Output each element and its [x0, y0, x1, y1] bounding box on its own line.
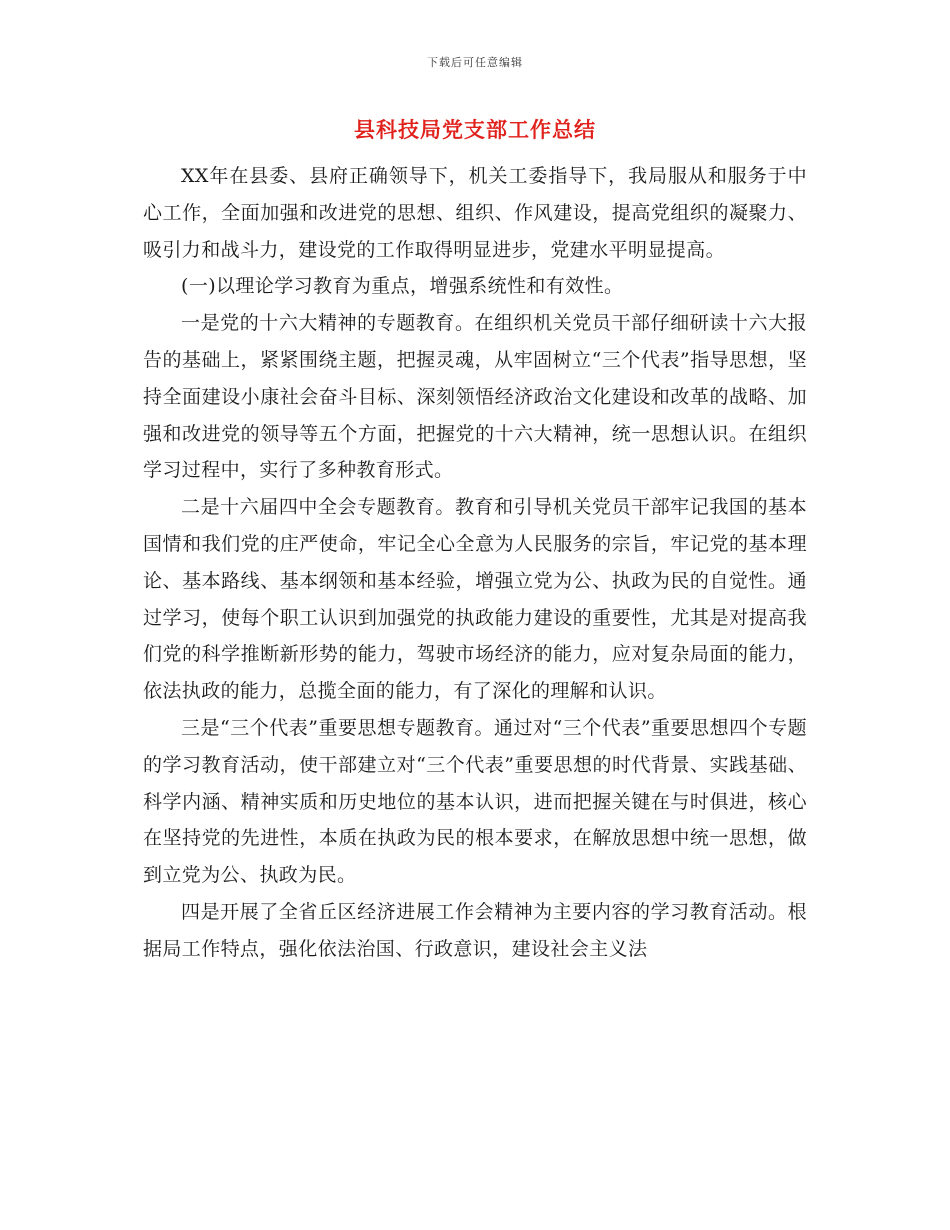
paragraph-item-one: 一是党的十六大精神的专题教育。在组织机关党员干部仔细研读十六大报告的基础上，紧紧围绕主题，把握灵魂，从牢固树立“三个代表”指导思想，坚持全面建设小康社会奋斗目标、深刻领悟经济政治文化建设和改革的战略、加强和改进党的领导等五个方面，把握党的十六大精神，统一思想认识。在组织学习过程中，实行了多种教育形式。	[143, 312, 807, 482]
paragraph-item-three: 三是“三个代表”重要思想专题教育。通过对“三个代表”重要思想四个专题的学习教育活动，使干部建立对“三个代表”重要思想的时代背景、实践基础、科学内涵、精神实质和历史地位的基本认识，进而把握关键在与时俱进，核心在坚持党的先进性，本质在执政为民的根本要求，在解放思想中统一思想，做到立党为公、执政为民。	[143, 716, 807, 887]
document-body	[143, 158, 807, 968]
paragraph-item-four: 四是开展了全省丘区经济进展工作会精神为主要内容的学习教育活动。根据局工作特点，强化依法治国、行政意识，建设社会主义法	[143, 900, 807, 960]
paragraph-intro: XX年在县委、县府正确领导下，机关工委指导下，我局服从和服务于中心工作，全面加强和改进党的思想、组织、作风建设，提高党组织的凝聚力、吸引力和战斗力，建设党的工作取得明显进步，党建水平明显提高。	[143, 165, 807, 261]
document-title: 县科技局党支部工作总结	[354, 117, 596, 142]
header-note: 下载后可任意编辑	[427, 56, 523, 69]
paragraph-section-heading: (一)以理论学习教育为重点，增强系统性和有效性。	[181, 275, 624, 298]
paragraph-item-two: 二是十六届四中全会专题教育。教育和引导机关党员干部牢记我国的基本国情和我们党的庄严使命，牢记全心全意为人民服务的宗旨，牢记党的基本理论、基本路线、基本纲领和基本经验，增强立党为公、执政为民的自觉性。通过学习，使每个职工认识到加强党的执政能力建设的重要性，尤其是对提高我们党的科学推断新形势的能力，驾驶市场经济的能力，应对复杂局面的能力，依法执政的能力，总揽全面的能力，有了深化的理解和认识。	[143, 496, 807, 703]
